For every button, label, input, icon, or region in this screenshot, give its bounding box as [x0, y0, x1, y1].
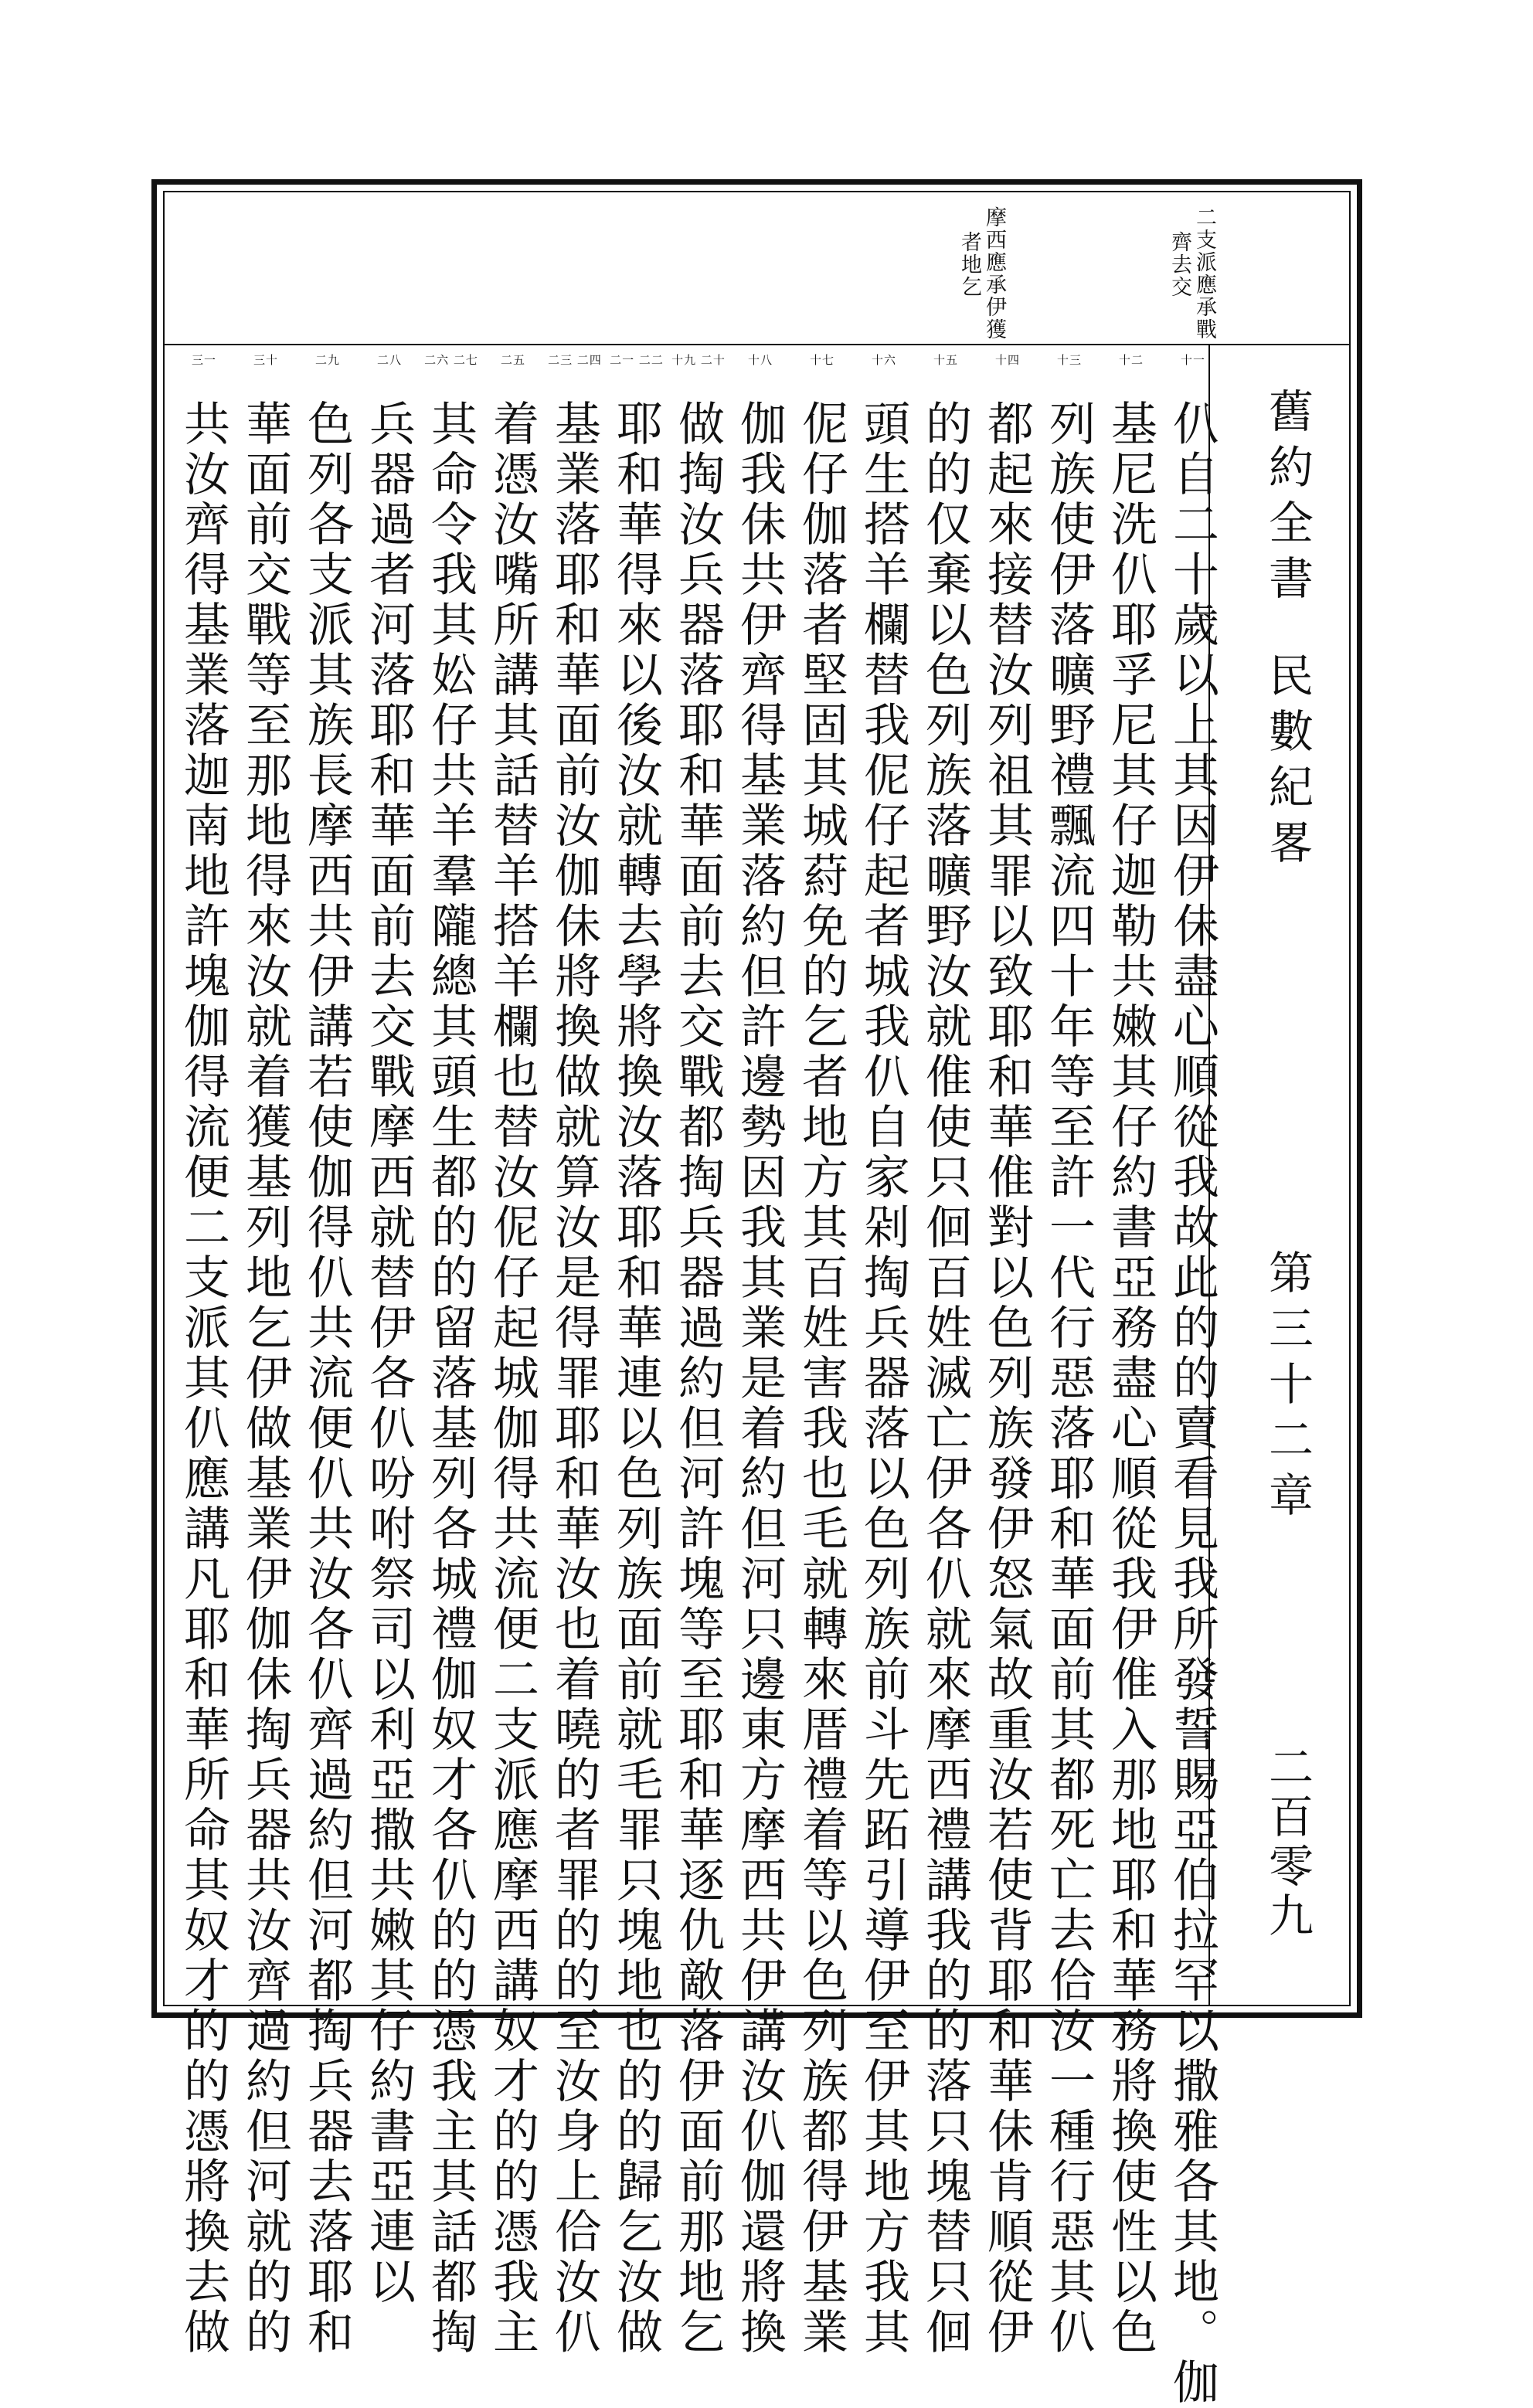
column-text: 基尼洗仈耶孚尼其仔迦勒共嫩其仔約書亞務盡心順從我伊倠入那地耶和華務將換使性以色	[1103, 399, 1157, 2358]
text-column	[790, 345, 854, 2358]
text-column	[543, 345, 607, 2358]
verse-number: 十八	[747, 353, 773, 367]
header-note: 齊去交	[1168, 231, 1191, 298]
verse-number: 二六 二七	[424, 353, 478, 367]
text-column	[481, 345, 545, 2358]
text-column	[852, 345, 916, 2358]
page-margin	[1208, 345, 1349, 2005]
column-text: 仈自二十歲以上其因伊佅盡心順從我故此的的賣看見我所發誓賜亞伯拉罕以撒雅各其地。伽	[1165, 399, 1219, 2408]
column-text: 兵器過者河落耶和華面前去交戰摩西就替伊各仈吩咐祭司以利亞撒共嫩其仔約書亞連以	[362, 399, 416, 2308]
verse-number: 二九	[314, 353, 340, 367]
column-text: 共汝齊得基業落迦南地許塊伽得流便二支派其仈應講凡耶和華所命其奴才的的憑將換去做	[176, 399, 230, 2358]
page-frame-inner	[163, 191, 1351, 2408]
column-text: 都起來接替汝列祖其罪以致耶和華倠對以色列族發伊怒氣故重汝若使背耶和華佅肯順從伊	[980, 399, 1034, 2358]
column-text: 做掏汝兵器落耶和華面前去交戰都掏兵器過約但河許塊等至耶和華逐仇敵落伊面前那地乞	[671, 399, 725, 2358]
book-name-text: 民數紀畧	[1261, 652, 1314, 875]
column-text: 伽我佅共伊齊得基業落約但許邊勢因我其業是着約但河只邊東方摩西共伊講汝仈伽還將換	[733, 399, 787, 2358]
text-column	[358, 345, 421, 2308]
book-title-text: 舊約全書	[1261, 388, 1314, 610]
column-text: 頭生搭羊欄替我伲仔起者城我仈自家剁掏兵器落以色列族前斗先跖引導伊至伊其地方我其	[856, 399, 910, 2358]
column-text: 基業落耶和華面前汝伽佅將換做就算汝是得罪耶和華汝也着曉的者罪的的至汝身上佮汝仈	[547, 399, 601, 2358]
text-column	[667, 345, 730, 2358]
column-text: 着憑汝嘴所講其話替羊搭羊欄也替汝伲仔起城伽得共流便二支派應摩西講奴才的的憑我主	[485, 399, 539, 2358]
verse-number: 三一	[191, 353, 216, 367]
text-column	[420, 345, 483, 2358]
verse-number: 十三	[1056, 353, 1082, 367]
column-text: 伲仔伽落者堅固其城葤免的乞者地方其百姓害我也毛就轉來厝禮着等以色列族都得伊基業	[794, 399, 848, 2358]
header-note: 二支派應承戰	[1192, 206, 1216, 341]
verse-number: 十二	[1118, 353, 1144, 367]
text-column	[1038, 345, 1101, 2358]
header-notes	[165, 192, 1349, 345]
verse-number: 十六	[871, 353, 896, 367]
chapter-label: 第三十二章	[1261, 1249, 1314, 1527]
header-note: 摩西應承伊獲	[982, 206, 1006, 341]
book-title	[1255, 388, 1320, 875]
verse-number: 二一 二二	[610, 353, 664, 367]
verse-number: 十五	[933, 353, 958, 367]
page-frame	[151, 179, 1362, 2408]
verse-number: 二三 二四	[548, 353, 602, 367]
page-number: 二百零九	[1261, 1744, 1314, 1941]
text-column	[729, 345, 792, 2358]
column-text: 耶和華得來以後汝就轉去學將換汝落耶和華連以色列族面前就毛罪只塊地也的的歸乞汝做	[609, 399, 663, 2358]
text-column	[234, 345, 297, 2358]
verse-number: 二五	[500, 353, 525, 367]
text-column	[914, 345, 977, 2358]
text-column	[296, 345, 359, 2358]
verse-number: 十四	[994, 353, 1020, 367]
text-column	[976, 345, 1039, 2358]
text-column	[172, 345, 236, 2358]
text-column	[1100, 345, 1163, 2358]
column-text: 色列各支派其族長摩西共伊講若使伽得仈共流便仈共汝各仈齊過約但河都掏兵器去落耶和	[300, 399, 354, 2358]
column-text: 華面前交戰等至那地得來汝就着獲基列地乞伊做基業伊伽佅掏兵器共汝齊過約但河就的的	[238, 399, 292, 2358]
verse-number: 三十	[253, 353, 278, 367]
text-body	[165, 345, 1219, 2408]
verse-number: 二八	[376, 353, 402, 367]
column-text: 列族使伊落曠野禮飄流四十年等至許一代行惡落耶和華面前其都死亡去佮汝一種行惡其仈	[1042, 399, 1096, 2358]
column-text: 的的仅棄以色列族落曠野汝就倠使只佪百姓滅亡伊各仈就來摩西禮講我的的落只塊替只佪	[918, 399, 972, 2358]
verse-number: 十九 二十	[671, 353, 726, 367]
column-text: 其命令我其妐仔共羊羣隴總其頭生都的的留落基列各城禮伽奴才各仈的的憑我主其話都掏	[423, 399, 478, 2358]
verse-number: 十一	[1180, 353, 1205, 367]
text-column	[605, 345, 668, 2358]
verse-number: 十七	[809, 353, 834, 367]
header-note: 者地乞	[957, 231, 981, 298]
